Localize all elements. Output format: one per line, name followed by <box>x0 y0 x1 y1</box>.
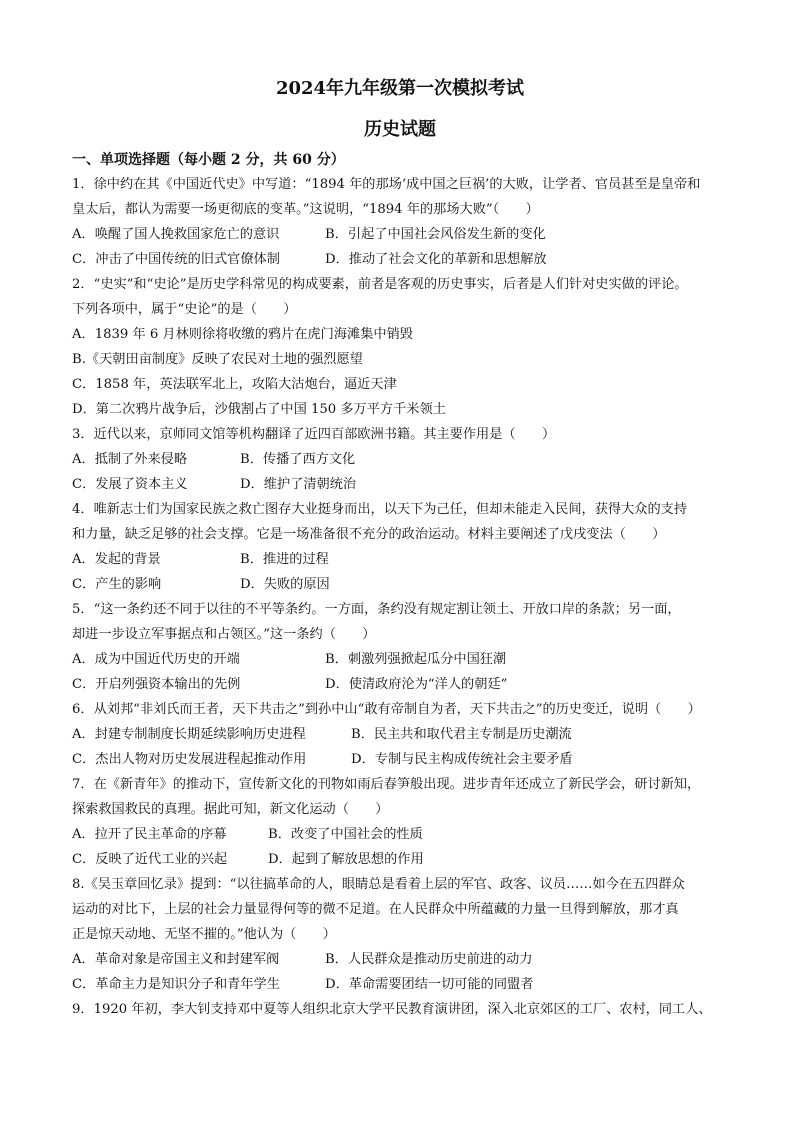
option-row <box>72 322 728 347</box>
question-stem-line: 正是惊天动地、无坚不摧的。”他认为（ ） <box>72 927 336 942</box>
question-stem-line: 探索救国救民的真理。据此可知，新文化运动（ ） <box>72 802 389 817</box>
option-row <box>72 847 728 872</box>
question-4 <box>72 497 728 597</box>
option-row <box>72 222 728 247</box>
question-3 <box>72 422 728 497</box>
option-row <box>72 722 728 747</box>
question-stem-line: 却进一步设立军事据点和占领区。”这一条约（ ） <box>72 627 376 642</box>
answer-option[interactable]: C．冲击了中国传统的旧式官僚体制 <box>72 252 280 267</box>
answer-option[interactable]: A．1839 年 6 月林则徐将收缴的鸦片在虎门海滩集中销毁 <box>72 327 413 342</box>
answer-option[interactable]: B．传播了西方文化 <box>240 452 356 467</box>
question-stem-line: 4．唯新志士们为国家民族之救亡图存大业挺身而出，以天下为己任，但却未能走入民间，获得大众的支持 <box>72 502 688 517</box>
section-heading: 一、单项选择题（每小题 2 分，共 60 分） <box>72 152 345 168</box>
answer-option[interactable]: B．民主共和取代君主专制是历史潮流 <box>351 727 572 742</box>
answer-option[interactable]: B．引起了中国社会风俗发生新的变化 <box>325 227 546 242</box>
option-row <box>72 447 728 472</box>
answer-option[interactable]: D．失败的原因 <box>240 577 330 592</box>
question-list <box>72 172 728 1022</box>
option-row <box>72 672 728 697</box>
answer-option[interactable]: C．产生的影响 <box>72 577 162 592</box>
answer-option[interactable]: D．使清政府沦为“洋人的朝廷” <box>325 677 508 692</box>
option-row <box>72 747 728 772</box>
answer-option[interactable]: B．改变了中国社会的性质 <box>268 827 423 842</box>
option-row <box>72 247 728 272</box>
answer-option[interactable]: D．第二次鸦片战争后，沙俄割占了中国 150 多万平方千米领土 <box>72 402 446 417</box>
question-stem-line: 7．在《新青年》的推动下，宣传新文化的刊物如雨后春笋般出现。进步青年还成立了新民学会，研讨新知， <box>72 777 701 792</box>
option-row <box>72 972 728 997</box>
answer-option[interactable]: D．推动了社会文化的革新和思想解放 <box>325 252 547 267</box>
answer-option[interactable]: C．开启列强资本输出的先例 <box>72 677 241 692</box>
question-8 <box>72 872 728 997</box>
question-stem-line: 5．“这一条约还不同于以往的不平等条约。一方面，条约没有规定割让领土、开放口岸的条款；另一面， <box>72 602 681 617</box>
option-row <box>72 647 728 672</box>
answer-option[interactable]: C．反映了近代工业的兴起 <box>72 852 228 867</box>
answer-option[interactable]: A．唤醒了国人挽救国家危亡的意识 <box>72 227 280 242</box>
answer-option[interactable]: D．革命需要团结一切可能的同盟者 <box>325 977 534 992</box>
question-stem-line: 和力量，缺乏足够的社会支撑。它是一场准备很不充分的政治运动。材料主要阐述了戊戌变法（ ） <box>72 527 666 542</box>
question-stem-line: 3．近代以来，京师同文馆等机构翻译了近四百部欧洲书籍。其主要作用是（ ） <box>72 427 556 442</box>
answer-option[interactable]: D．起到了解放思想的作用 <box>268 852 424 867</box>
question-5 <box>72 597 728 697</box>
answer-option[interactable]: A．拉开了民主革命的序幕 <box>72 827 227 842</box>
option-row <box>72 347 728 372</box>
question-stem-line: 8.《吴玉章回忆录》提到：“以往搞革命的人，眼睛总是看着上层的军官、政客、议员……如今在五四群众 <box>72 877 685 892</box>
answer-option[interactable]: C．革命主力是知识分子和青年学生 <box>72 977 280 992</box>
answer-option[interactable]: C．1858 年，英法联军北上，攻陷大沽炮台，逼近天津 <box>72 377 397 392</box>
question-stem-line: 运动的对比下，上层的社会力量显得何等的微不足道。在人民群众中所蕴藏的力量一旦得到解放，那才真 <box>72 902 679 917</box>
answer-option[interactable]: A．成为中国近代历史的开端 <box>72 652 240 667</box>
question-stem-line: 1．徐中约在其《中国近代史》中写道：“1894 年的那场‘成中国之巨祸’的大败，让学者、官员甚至是皇帝和 <box>72 177 701 192</box>
option-row <box>72 397 728 422</box>
option-row <box>72 822 728 847</box>
answer-option[interactable]: A．发起的背景 <box>72 552 161 567</box>
answer-option[interactable]: C．杰出人物对历史发展进程起推动作用 <box>72 752 307 767</box>
question-stem-line: 6．从刘邦“非刘氏而王者，天下共击之”到孙中山“敢有帝制自为者，天下共击之”的历史变迁，说明（ ） <box>72 702 701 717</box>
question-7 <box>72 772 728 872</box>
option-row <box>72 947 728 972</box>
exam-subtitle: 历史试题 <box>364 119 436 140</box>
answer-option[interactable]: D．专制与民主构成传统社会主要矛盾 <box>351 752 573 767</box>
answer-option[interactable]: B.《天朝田亩制度》反映了农民对土地的强烈愿望 <box>72 352 363 367</box>
question-stem-line: 9．1920 年初，李大钊支持邓中夏等人组织北京大学平民教育演讲团，深入北京郊区的工厂、农村，同工人、 <box>72 1002 712 1017</box>
option-row <box>72 372 728 397</box>
question-stem-line: 皇太后，都认为需要一场更彻底的变革。”这说明，“1894 年的那场大败”（ ） <box>72 202 539 217</box>
question-6 <box>72 697 728 772</box>
answer-option[interactable]: D．维护了清朝统治 <box>240 477 357 492</box>
answer-option[interactable]: C．发展了资本主义 <box>72 477 188 492</box>
answer-option[interactable]: B．刺激列强掀起瓜分中国狂潮 <box>325 652 507 667</box>
option-row <box>72 472 728 497</box>
answer-option[interactable]: A．革命对象是帝国主义和封建军阀 <box>72 952 280 967</box>
answer-option[interactable]: A．封建专制制度长期延续影响历史进程 <box>72 727 306 742</box>
question-stem-line: 2．“史实”和“史论”是历史学科常见的构成要素，前者是客观的历史事实，后者是人们针对史实做的评论。 <box>72 277 688 292</box>
exam-title: 2024年九年级第一次模拟考试 <box>275 78 525 99</box>
question-1 <box>72 172 728 272</box>
answer-option[interactable]: B．推进的过程 <box>240 552 329 567</box>
answer-option[interactable]: A．抵制了外来侵略 <box>72 452 188 467</box>
answer-option[interactable]: B．人民群众是推动历史前进的动力 <box>325 952 533 967</box>
option-row <box>72 547 728 572</box>
question-stem-line: 下列各项中，属于“史论”的是（ ） <box>72 302 297 317</box>
question-2 <box>72 272 728 422</box>
option-row <box>72 572 728 597</box>
question-9 <box>72 997 728 1022</box>
